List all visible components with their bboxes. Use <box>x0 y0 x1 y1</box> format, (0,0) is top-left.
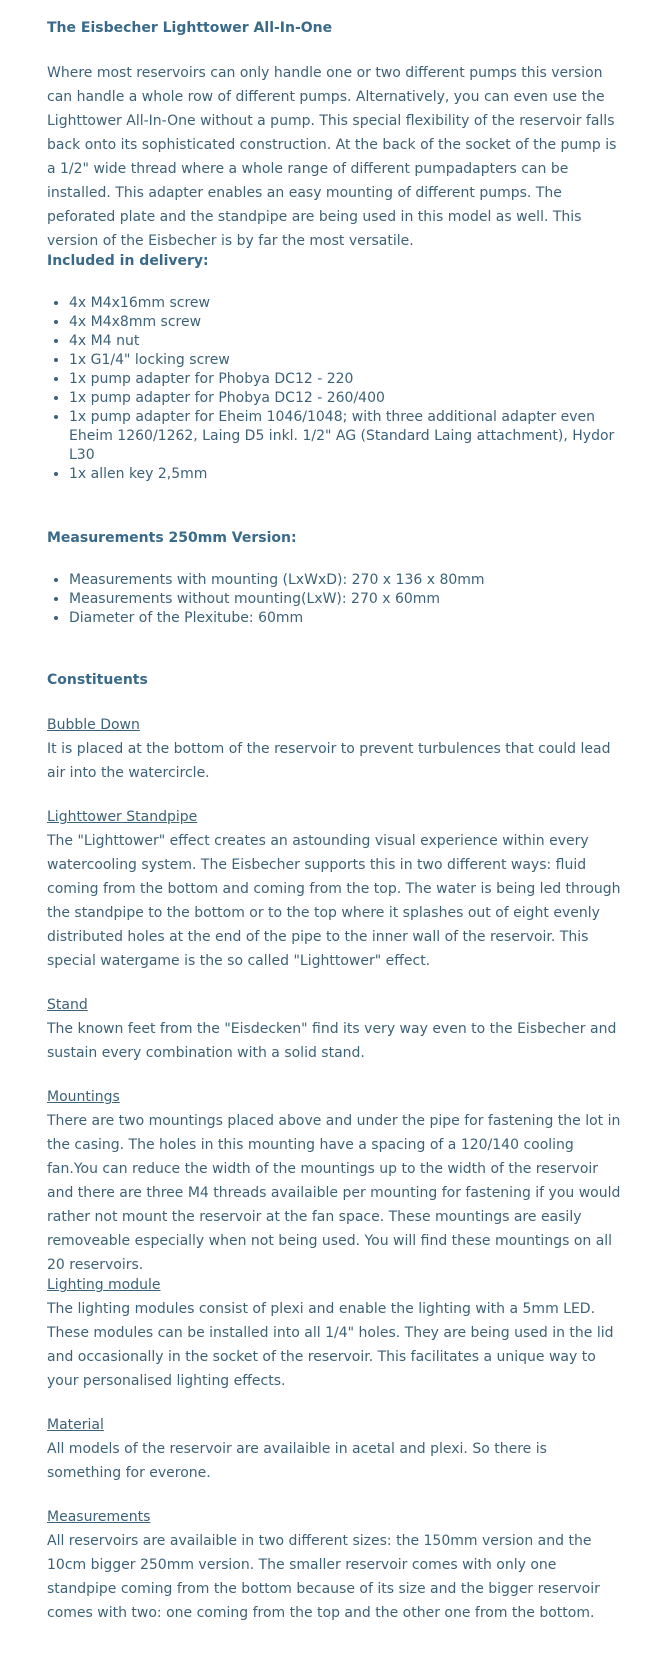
section-text: It is placed at the bottom of the reservoir to prevent turbulences that could lead air into the watercircle. <box>47 741 611 781</box>
section-stand <box>47 993 622 1065</box>
product-title: The Eisbecher Lighttower All-In-One <box>47 20 333 36</box>
section-title: Stand <box>47 997 88 1013</box>
delivery-heading: Included in delivery: <box>47 253 209 269</box>
list-item: • 4x M4x16mm screw <box>69 294 629 313</box>
list-item: • 4x M4 nut <box>69 332 629 351</box>
delivery-list <box>47 294 629 484</box>
section-lighting-module <box>47 1273 622 1393</box>
section-text: The lighting modules consist of plexi and enable the lighting with a 5mm LED. These modules can be installed into all 1/4" holes. They are being used in the lid and occasionally in the socket of the reservoir. This facilitates a unique way to your personalised lighting effects. <box>47 1301 614 1389</box>
list-item: • Measurements with mounting (LxWxD): 270 x 136 x 80mm <box>69 571 629 590</box>
constituents-heading: Constituents <box>47 672 148 688</box>
section-title: Lighttower Standpipe <box>47 809 198 825</box>
section-text: All reservoirs are availaible in two different sizes: the 150mm version and the 10cm bigger 250mm version. The smaller reservoir comes with only one standpipe coming from the bottom because of its size and the bigger reservoir comes with two: one coming from the top and the other one from the bottom. <box>47 1533 600 1621</box>
section-text: The "Lighttower" effect creates an astounding visual experience within every watercooling system. The Eisbecher supports this in two different ways: fluid coming from the bottom and coming from the top. The water is being led through the standpipe to the bottom or to the top where it splashes out of eight evenly distributed holes at the end of the pipe to the inner wall of the reservoir. This special watergame is the so called "Lighttower" effect. <box>47 833 621 969</box>
section-title: Lighting module <box>47 1277 161 1293</box>
section-text: All models of the reservoir are availaible in acetal and plexi. So there is something for everone. <box>47 1441 547 1481</box>
section-material <box>47 1413 622 1485</box>
list-item: • 1x G1/4" locking screw <box>69 351 629 370</box>
list-item: • Diameter of the Plexitube: 60mm <box>69 609 629 628</box>
measurements-list <box>47 571 629 628</box>
intro-paragraph: Where most reservoirs can only handle one or two different pumps this version can handle a whole row of different pumps. Alternatively, you can even use the Lighttower All-In-One without a pump. This special flexibility of the reservoir falls back onto its sophisticated construction. At the back of the socket of the pump is a 1/2" wide thread where a whole range of different pumpadapters can be installed. This adapter enables an easy mounting of different pumps. The peforated plate and the standpipe are being used in this model as well. This version of the Eisbecher is by far the most versatile. <box>47 65 617 249</box>
section-lighttower-standpipe <box>47 805 622 973</box>
measurements-heading: Measurements 250mm Version: <box>47 530 297 546</box>
section-title: Bubble Down <box>47 717 140 733</box>
section-mountings <box>47 1085 622 1277</box>
list-item: • 1x pump adapter for Eheim 1046/1048; with three additional adapter even Eheim 1260/1262, Laing D5 inkl. 1/2" AG (Standard Laing attachment), Hydor L30 <box>69 408 629 465</box>
section-bubble-down <box>47 713 622 785</box>
section-text: The known feet from the "Eisdecken" find its very way even to the Eisbecher and sustain every combination with a solid stand. <box>47 1021 617 1061</box>
section-text: There are two mountings placed above and under the pipe for fastening the lot in the casing. The holes in this mounting have a spacing of a 120/140 cooling fan.You can reduce the width of the mountings up to the width of the reservoir and there are three M4 threads availaible per mounting for fastening if you would rather not mount the reservoir at the fan space. These mountings are easily removeable especially when not being used. You will find these mountings on all 20 reservoirs. <box>47 1113 621 1273</box>
section-title: Mountings <box>47 1089 120 1105</box>
section-measurements <box>47 1505 622 1625</box>
section-title: Material <box>47 1417 104 1433</box>
list-item: • Measurements without mounting(LxW): 270 x 60mm <box>69 590 629 609</box>
list-item: • 1x pump adapter for Phobya DC12 - 220 <box>69 370 629 389</box>
section-title: Measurements <box>47 1509 151 1525</box>
list-item: • 4x M4x8mm screw <box>69 313 629 332</box>
list-item: • 1x pump adapter for Phobya DC12 - 260/400 <box>69 389 629 408</box>
list-item: • 1x allen key 2,5mm <box>69 465 629 484</box>
